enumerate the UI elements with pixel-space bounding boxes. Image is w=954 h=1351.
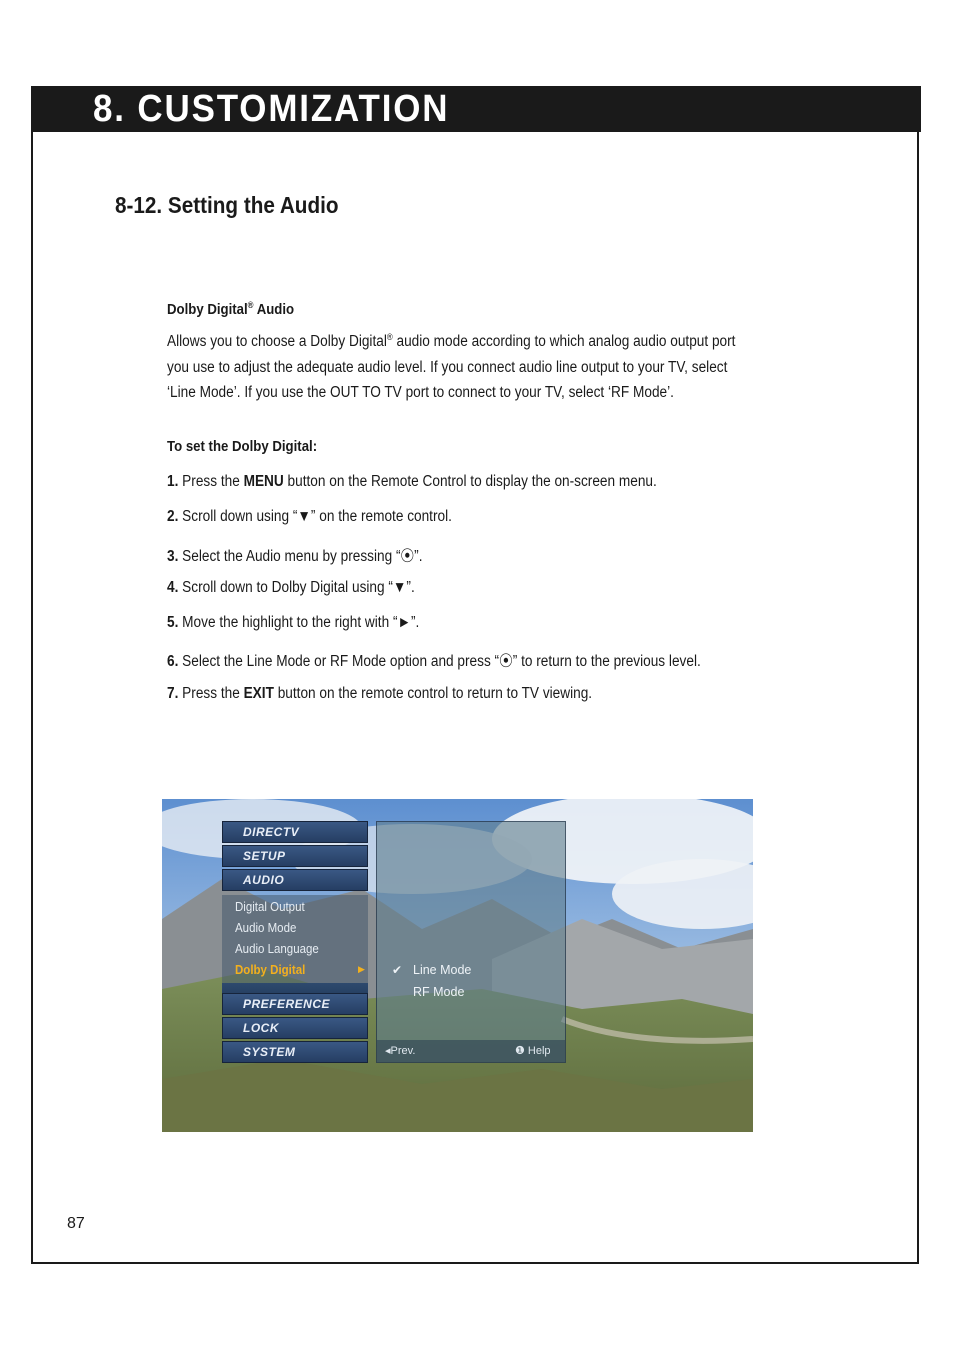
menu-key: MENU [243,473,284,490]
help-button[interactable]: ❶ Help [515,1045,551,1057]
arrow-right-icon: ▶ [358,964,365,974]
prev-button[interactable]: ◂Prev. [385,1045,416,1057]
dolby-heading-suffix: Audio [253,301,295,318]
option-rf-mode[interactable]: RF Mode [413,985,465,999]
main-menu [222,821,368,1063]
step-text: Press the [178,685,244,702]
description-line-3: ‘Line Mode’. If you use the OUT TO TV port to connect to your TV, select ‘RF Mode’. [167,384,674,401]
step-6 [167,649,701,671]
step-text: button on the Remote Control to display the on-screen menu. [283,473,657,490]
step-1 [167,473,657,491]
step-number: 1. [167,473,179,490]
step-number: 3. [167,548,179,565]
description-line-1 [167,325,735,355]
submenu-item-audio-language[interactable]: Audio Language [235,942,319,956]
page-number: 87 [67,1215,85,1232]
step-3 [167,544,423,566]
step-text: Scroll down using “▼” on the remote control. [178,508,452,525]
step-text: Select the Line Mode or RF Mode option and press “⦿” to return to the previous level. [178,653,701,670]
step-4 [167,579,415,597]
step-number: 4. [167,579,179,596]
menu-item-preference[interactable]: PREFERENCE [222,993,368,1015]
onscreen-menu-screenshot [162,799,753,1132]
step-text: Press the [178,473,244,490]
dolby-options-panel [376,821,566,1063]
step-7 [167,685,592,703]
menu-item-lock[interactable]: LOCK [222,1017,368,1039]
submenu-item-digital-output[interactable]: Digital Output [235,900,305,914]
step-number: 2. [167,508,179,525]
section-title: 8-12. Setting the Audio [115,192,339,218]
checkmark-icon: ✔ [392,963,403,977]
step-5 [167,614,419,632]
step-number: 7. [167,685,179,702]
procedure-heading: To set the Dolby Digital: [167,438,318,455]
step-text: Select the Audio menu by pressing “⦿”. [178,548,423,565]
description-line-2: you use to adjust the adequate audio level. If you connect audio line output to your TV, select [167,358,728,376]
step-number: 5. [167,614,179,631]
step-text: Move the highlight to the right with “►”. [178,614,420,631]
exit-key: EXIT [243,685,274,702]
chapter-header [31,86,921,132]
menu-item-system[interactable]: SYSTEM [222,1041,368,1063]
line1-pre: Allows you to choose a Dolby Digital [167,333,387,350]
registered-mark: ® [386,332,393,342]
dolby-heading-text: Dolby Digital [167,301,248,318]
step-text: Scroll down to Dolby Digital using “▼”. [178,579,415,596]
step-2 [167,508,452,526]
menu-item-audio[interactable]: AUDIO [222,869,368,891]
step-number: 6. [167,653,179,670]
dolby-heading [167,300,294,318]
registered-mark: ® [247,300,254,310]
menu-item-directv[interactable]: DIRECTV [222,821,368,843]
panel-footer [377,1040,565,1062]
submenu-item-audio-mode[interactable]: Audio Mode [235,921,297,935]
submenu-item-dolby-digital[interactable]: Dolby Digital [235,963,306,977]
line1-post: audio mode according to which analog audio output port [392,333,736,350]
menu-item-setup[interactable]: SETUP [222,845,368,867]
dolby-description [167,325,735,406]
step-text: button on the remote control to return to TV viewing. [273,685,593,702]
chapter-title: 8. CUSTOMIZATION [93,88,450,130]
option-line-mode[interactable]: Line Mode [413,963,472,977]
